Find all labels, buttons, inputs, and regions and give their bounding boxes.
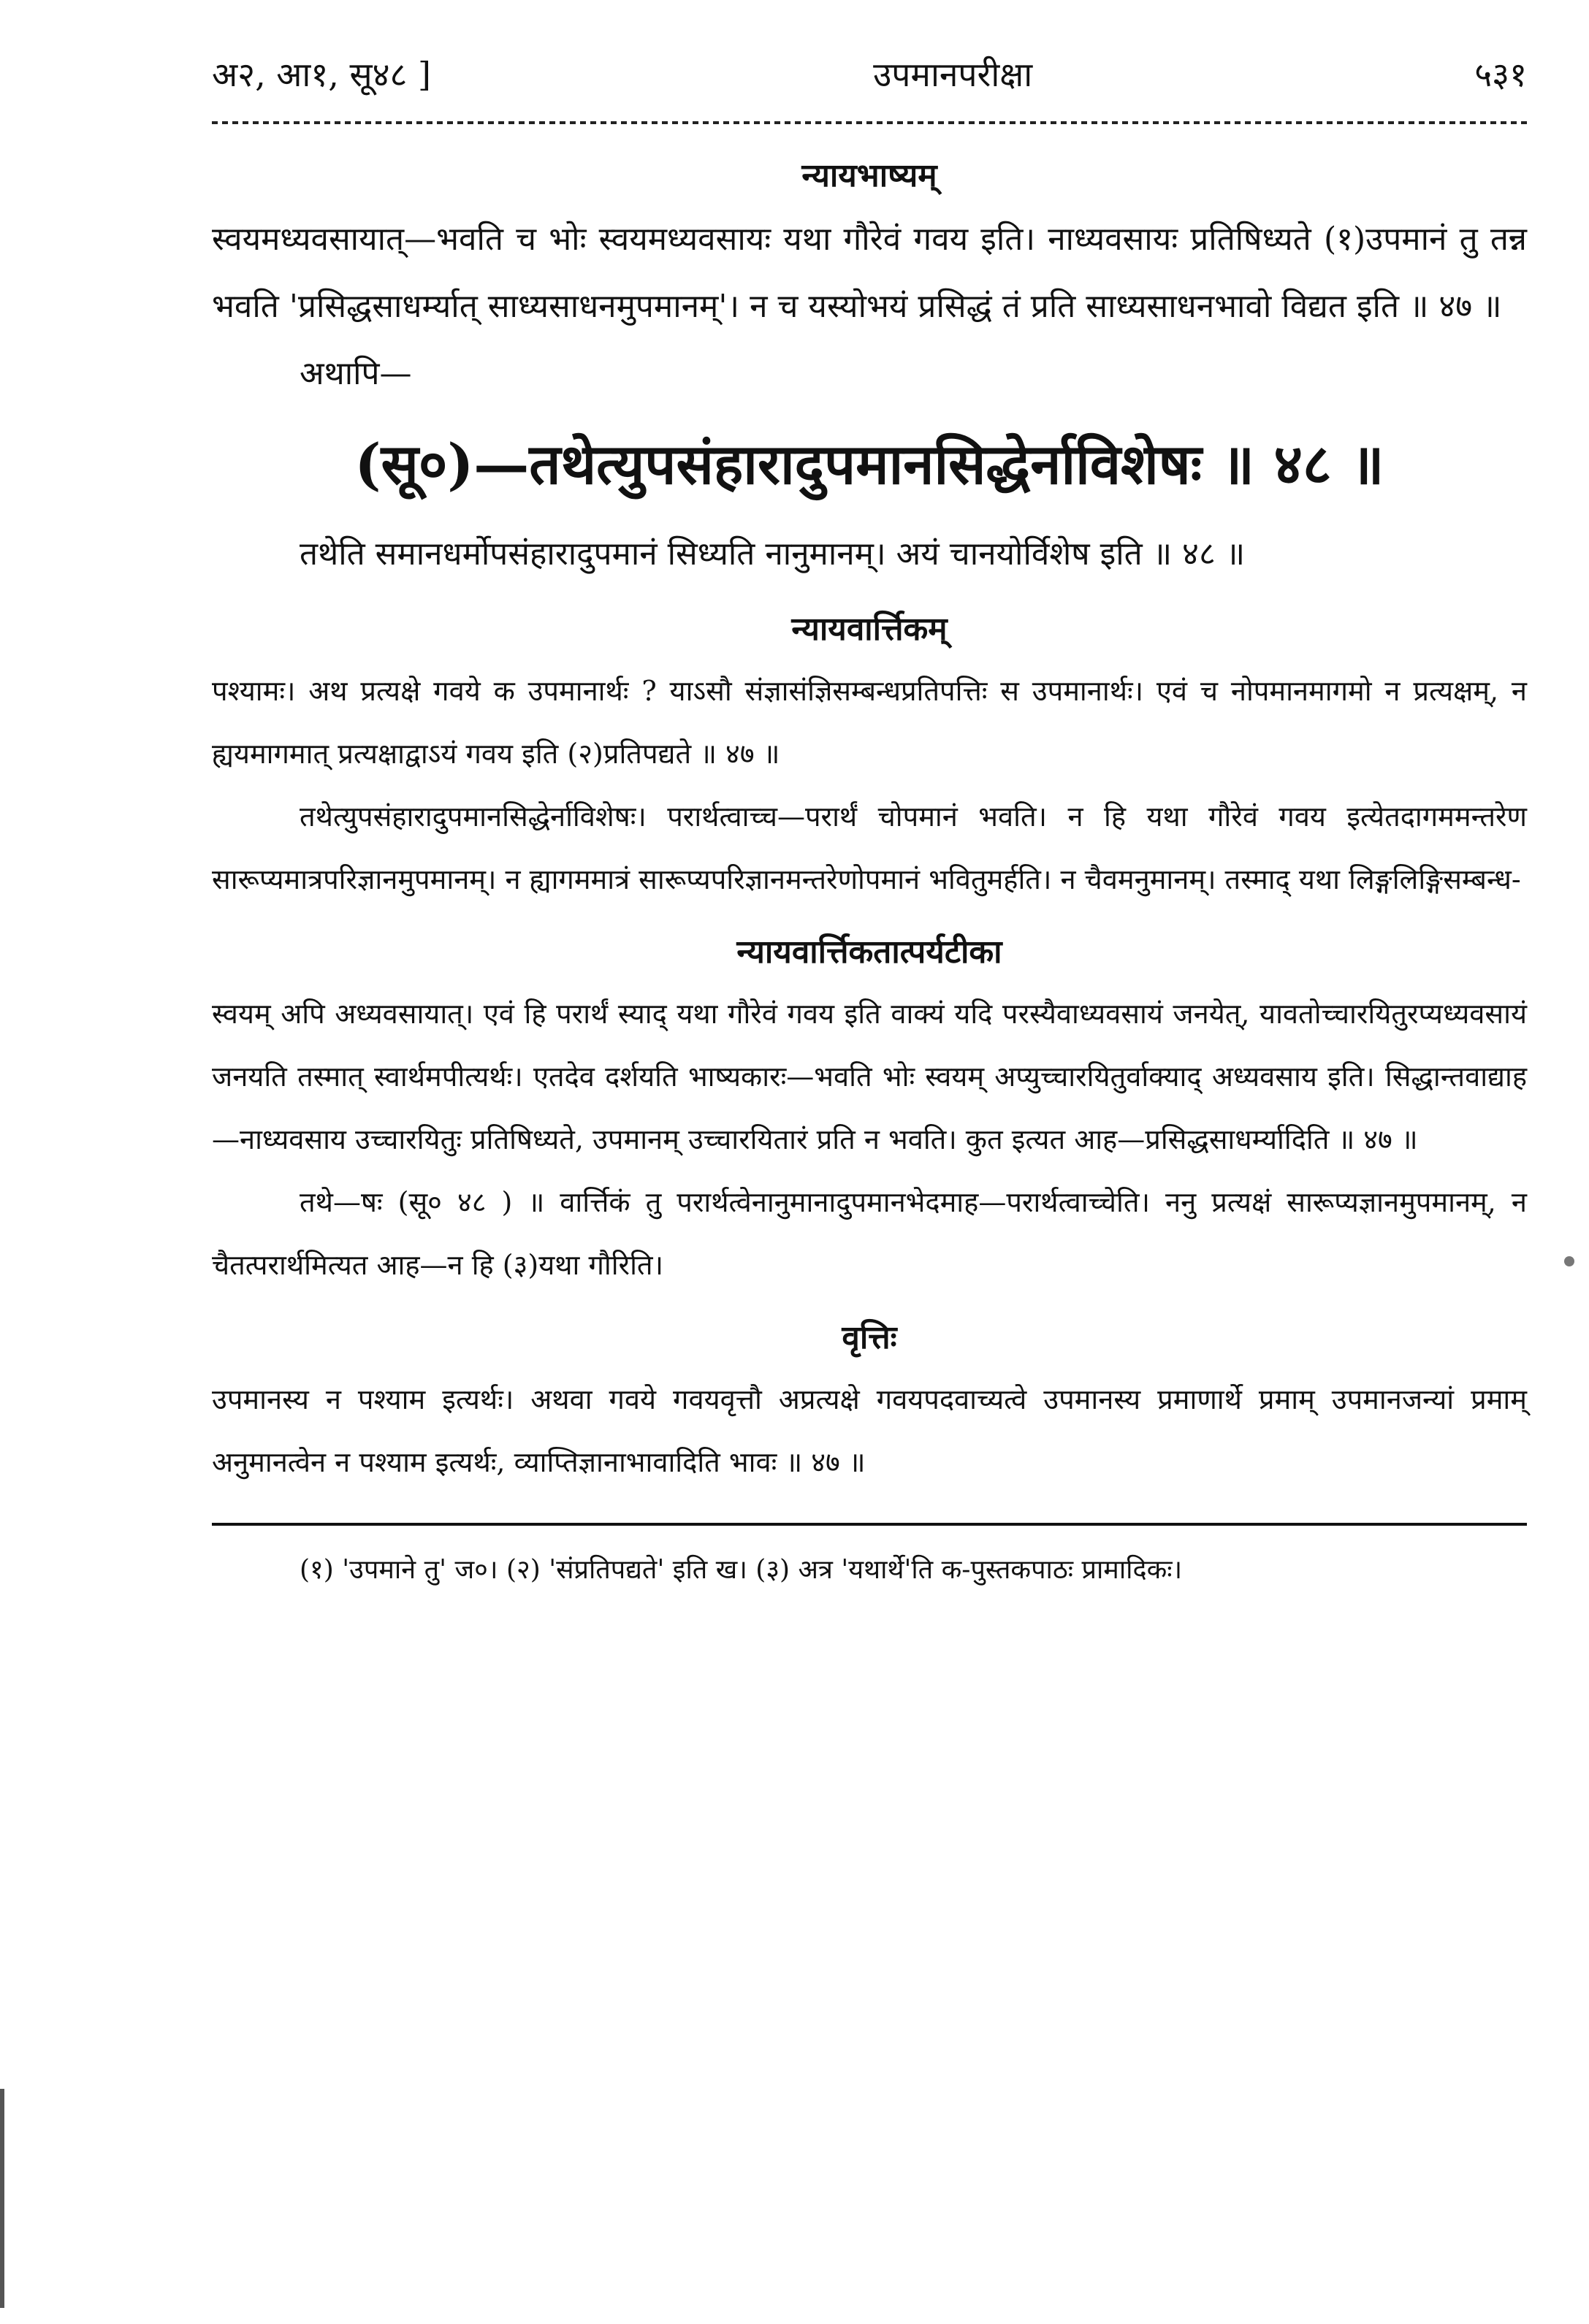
footnote-rule	[212, 1523, 1527, 1526]
vritti-paragraph-1: उपमानस्य न पश्याम इत्यर्थः। अथवा गवये गवयवृत्तौ अप्रत्यक्षे गवयपदवाच्यत्वे उपमानस्य प्रमाणार्थे प्रमाम् उपमानजन्यां प्रमाम् अनुमानत्वेन न पश्याम इत्यर्थः, व्याप्तिज्ञानाभावादिति भावः ॥ ४७ ॥	[212, 1383, 1527, 1478]
bhashya-section	[212, 152, 1527, 588]
sutra-48: (सू०)—तथेत्युपसंहारादुपमानसिद्धेर्नाविशेषः ॥ ४८ ॥	[354, 432, 1384, 497]
header-title: उपमानपरीक्षा	[873, 55, 1033, 94]
header-section-ref: अ२, आ१, सू४८ ]	[212, 55, 431, 94]
running-header	[212, 51, 1527, 110]
vartika-paragraph-2: तथेत्युपसंहारादुपमानसिद्धेर्नाविशेषः। परार्थत्वाच्च—परार्थं चोपमानं भवति। न हि यथा गौरेवं गवय इत्येतदागममन्तरेण सारूप्यमात्रपरिज्ञानमुपमानम्। न ह्यागममात्रं सारूप्यपरिज्ञानमन्तरेणोपमानं भवितुमर्हति। न चैवमनुमानम्। तस्माद् यथा लिङ्गलिङ्गिसम्बन्ध-	[212, 800, 1527, 895]
bhashya-paragraph-1: स्वयमध्यवसायात्—भवति च भोः स्वयमध्यवसायः यथा गौरेवं गवय इति। नाध्यवसायः प्रतिषिध्यते (१)उपमानं तु तन्न भवति 'प्रसिद्धसाधर्म्यात् साध्यसाधनमुपमानम्'। न च यस्योभयं प्रसिद्धं तं प्रति साध्यसाधनभावो विद्यत इति ॥ ४७ ॥	[212, 221, 1527, 325]
athapi-line: अथापि—	[300, 355, 412, 392]
bhashya-heading: न्यायभाष्यम्	[801, 157, 937, 194]
tika-heading: न्यायवार्त्तिकतात्पर्यटीका	[736, 933, 1002, 971]
vartika-section	[212, 605, 1527, 911]
footnotes: (१) 'उपमाने तु' ज०। (२) 'संप्रतिपद्यते' इति ख। (३) अत्र 'यथार्थे'ति क-पुस्तकपाठः प्रामादिकः।	[300, 1555, 1183, 1585]
tika-paragraph-1: स्वयम् अपि अध्यवसायात्। एवं हि परार्थं स्याद् यथा गौरेवं गवय इति वाक्यं यदि परस्यैवाध्यवसायं जनयेत्, यावतोच्चारयितुरप्यध्यवसायं जनयति तस्मात् स्वार्थमपीत्यर्थः। एतदेव दर्शयति भाष्यकारः—भवति भोः स्वयम् अप्युच्चारयितुर्वाक्याद् अध्यवसाय इति। सिद्धान्तवाद्याह—नाध्यवसाय उच्चारयितुः प्रतिषिध्यते, उपमानम् उच्चारयितारं प्रति न भवति। कुत इत्यत आह—प्रसिद्धसाधर्म्यादिति ॥ ४७ ॥	[212, 998, 1527, 1155]
margin-line	[0, 2089, 4, 2308]
page-number: ५३१	[1474, 55, 1527, 94]
ink-spot	[1564, 1256, 1574, 1266]
header-wavy-rule	[212, 114, 1527, 131]
vartika-paragraph-1: पश्यामः। अथ प्रत्यक्षे गवये क उपमानार्थः ? याऽसौ संज्ञासंज्ञिसम्बन्धप्रतिपत्तिः स उपमानार्थः। एवं च नोपमानमागमो न प्रत्यक्षम्, न ह्ययमागमात् प्रत्यक्षाद्वाऽयं गवय इति (२)प्रतिपद्यते ॥ ४७ ॥	[212, 675, 1527, 770]
tika-section	[212, 928, 1527, 1296]
page	[212, 51, 1527, 1596]
vritti-section	[212, 1314, 1527, 1494]
bhashya-paragraph-2: तथेति समानधर्मोपसंहारादुपमानं सिध्यति नानुमानम्। अयं चानयोर्विशेष इति ॥ ४८ ॥	[300, 535, 1246, 573]
tika-paragraph-2: तथे—षः (सू० ४८ ) ॥ वार्त्तिकं तु परार्थत्वेनानुमानादुपमानभेदमाह—परार्थत्वाच्चेति। ननु प्रत्यक्षं सारूप्यज्ञानमुपमानम्, न चैतत्परार्थमित्यत आह—न हि (३)यथा गौरिति।	[212, 1186, 1527, 1281]
vartika-heading: न्यायवार्त्तिकम्	[791, 611, 948, 648]
vritti-heading: वृत्तिः	[842, 1319, 897, 1356]
